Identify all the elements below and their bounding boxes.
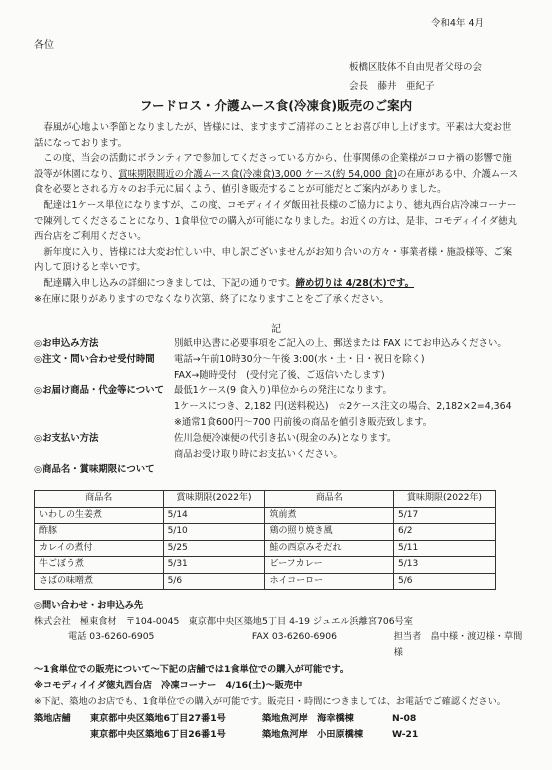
tsukiji-note: ※下記、築地のお店でも、1食単位での購入が可能です。販売日・時間につきましては、お電話でご確認ください。 — [34, 695, 506, 707]
table-header: 賞味期限(2022年) — [163, 491, 265, 508]
paragraph-delivery: 配達は1ケース単位になりますが、この度、コモディイイダ飯田社長様のご協力により、徳丸西台店冷凍コーナーで陳列してくださることになり、1食単位での購入が可能になりました。お近くの方は、是非、コモディイイダ徳丸西台店をご利用ください。 — [34, 199, 517, 243]
payment-value-2: 商品お受け取り時にお支払いください。 — [174, 448, 343, 460]
table-row — [35, 540, 496, 557]
recipient: 各位 — [34, 40, 54, 51]
paragraph-deadline — [34, 276, 520, 292]
expiry-date: 5/31 — [163, 557, 265, 574]
delivery-value-1: 最低1ケース(9 食入り)単位からの発注になります。 — [174, 385, 392, 397]
product-name: 牛ごぼう煮 — [35, 557, 164, 574]
inquiry-phone: 電話→午前10時30分～午後 3:00(水・土・日・祝日を除く) — [174, 353, 425, 365]
payment-value-1: 佐川急便冷凍便の代引き払い(現金のみ)となります。 — [174, 432, 397, 444]
expiry-date: 6/2 — [394, 524, 496, 541]
expiry-date: 5/14 — [163, 507, 265, 524]
single-unit-heading: ～1食単位での販売について～下記の店舗では1食単位での購入が可能です。 — [34, 664, 350, 676]
sender-org: 板橋区肢体不自由児者父母の会 — [348, 62, 482, 73]
document-date: 令和4年 4月 — [430, 18, 484, 29]
product-name: 筑前煮 — [265, 507, 394, 524]
details-section — [34, 336, 524, 478]
product-name: カレイの煮付 — [35, 540, 164, 557]
apply-label: ◎お申込み方法 — [34, 338, 99, 349]
expiry-date: 5/10 — [163, 524, 265, 541]
spacer — [34, 447, 174, 463]
shop-code: N-08 — [392, 713, 417, 725]
payment-row-2 — [34, 447, 524, 463]
table-header: 賞味期限(2022年) — [394, 491, 496, 508]
paragraph-request: 新年度に入り、皆様には大変お忙しい中、申し訳ございませんがお知り合いの方々・事業者様・施設様等、ご案内して頂けると幸いです。 — [34, 246, 513, 274]
expiry-date: 5/6 — [394, 573, 496, 590]
paragraph-announcement-a: この度、当会の活動にボランティアで参加してくださっている方から、仕事関係の企業様がコロナ禍の影響で施設等が休園になり、 — [34, 153, 512, 180]
table-header: 商品名 — [265, 491, 394, 508]
body-text — [34, 120, 520, 307]
product-name: ホイコーロー — [265, 573, 394, 590]
apply-value: 別紙申込書に必要事項をご記入の上、郵送または FAX にてお申込みください。 — [174, 338, 507, 349]
payment-label: ◎お支払い方法 — [34, 432, 99, 444]
product-name: 鶏の照り焼き風 — [265, 524, 394, 541]
product-name: 鮭の西京みそだれ — [265, 540, 394, 557]
delivery-row-2 — [34, 399, 524, 415]
store-line: ※コモディイイダ徳丸西台店 冷凍コーナー 4/16(土)～販売中 — [34, 679, 303, 691]
delivery-label: ◎お届け商品・代金等について — [34, 385, 164, 397]
sender-name: 会長 藤井 亜紀子 — [348, 81, 435, 92]
ki-heading: 記 — [271, 324, 281, 335]
shop-row — [34, 711, 524, 727]
paragraph-stock-note: ※在庫に限りがありますのでなくなり次第、終了になりますことをご了承ください。 — [34, 293, 389, 305]
contact-label: ◎問い合わせ・お申込み先 — [34, 600, 144, 611]
products-row — [34, 462, 524, 478]
spacer — [34, 368, 174, 384]
table-header: 商品名 — [35, 491, 164, 508]
shop-code: W-21 — [392, 728, 419, 740]
delivery-row-3 — [34, 415, 524, 431]
paragraph-greeting: 春風が心地よい季節となりましたが、皆様には、ますますご清祥のこととお喜び申し上げます。平素は大変お世話になっております。 — [34, 122, 512, 149]
expiry-date: 5/13 — [394, 557, 496, 574]
shop-address: 東京都中央区築地6丁目26番1号 — [90, 728, 226, 740]
expiry-date: 5/6 — [163, 573, 265, 590]
expiry-date: 5/11 — [394, 540, 496, 557]
apply-row — [34, 336, 524, 352]
product-name: いわしの生姜煮 — [35, 507, 164, 524]
shop-name: 築地魚河岸 海幸橋棟 — [262, 713, 354, 725]
table-row — [35, 573, 496, 590]
deadline-intro: 配達購入申し込みの詳細につきましては、下記の通りです。 — [43, 277, 296, 289]
spacer — [34, 727, 90, 743]
payment-row — [34, 431, 524, 447]
phone-number: 電話 03-6260-6905 — [68, 631, 155, 643]
contact-numbers — [34, 629, 524, 660]
delivery-row — [34, 383, 524, 399]
contact-section — [34, 598, 524, 742]
document-title: フードロス・介護ムース食(冷凍食)販売のご案内 — [139, 98, 413, 113]
company-line: 株式会社 極東食材 〒104-0045 東京都中央区築地5丁目 4-19 ジュエル浜離宮706号室 — [34, 615, 413, 627]
spacer — [34, 415, 174, 431]
spacer — [34, 399, 174, 415]
expiry-date: 5/25 — [163, 540, 265, 557]
paragraph-announcement — [34, 151, 520, 198]
shop-heading: 築地店舗 — [34, 713, 71, 725]
products-table — [34, 490, 496, 590]
expiry-date: 5/17 — [394, 507, 496, 524]
product-name: ビーフカレー — [265, 557, 394, 574]
shop-name: 築地魚河岸 小田原橋棟 — [262, 728, 364, 740]
delivery-value-3: ※通常1食600円～700 円前後の商品を値引き販売致します。 — [174, 416, 433, 428]
inquiry-fax-row — [34, 368, 524, 384]
products-label: ◎商品名・賞味期限について — [34, 464, 155, 476]
deadline-date: 締め切りは 4/28(木)です。 — [295, 277, 415, 289]
table-row — [35, 524, 496, 541]
inquiry-row — [34, 352, 524, 368]
sender-block — [349, 58, 482, 96]
product-name: さばの味噌煮 — [35, 573, 164, 590]
fax-number: FAX 03-6260-6906 — [251, 631, 337, 643]
table-row — [35, 507, 496, 524]
delivery-value-2: 1ケースにつき、2,182 円(送料税込) ☆2ケース注文の場合、2,182×2=4,364 — [174, 401, 512, 413]
table-header-row — [35, 491, 496, 508]
shop-address: 東京都中央区築地6丁目27番1号 — [90, 713, 226, 725]
paragraph-announcement-highlight: 賞味期限間近の介護ムース食(冷凍食)3,000 ケース(約 54,000 食) — [118, 168, 398, 180]
inquiry-fax: FAX→随時受付 (受付完了後、ご返信いたします) — [174, 369, 385, 381]
paragraph-announcement-c: の在庫がある中、介護ムース食を必要とされる方々のお手元に届くよう、値引き販売することが可能だとご案内がありました。 — [34, 168, 519, 196]
staff-names: 担当者 畠中様・渡辺様・草間様 — [393, 631, 523, 658]
shop-row — [34, 727, 524, 743]
table-row — [35, 557, 496, 574]
inquiry-label: ◎注文・問い合わせ受付時間 — [34, 353, 155, 365]
product-name: 酢豚 — [35, 524, 164, 541]
